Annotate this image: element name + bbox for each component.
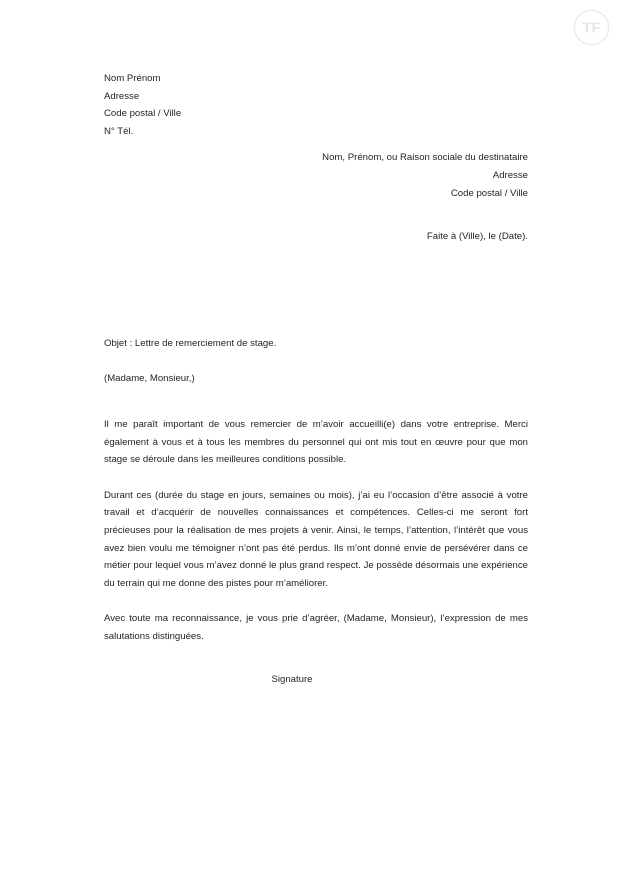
subject-line: Objet : Lettre de remerciement de stage.: [104, 337, 277, 349]
sender-street: Adresse: [104, 90, 140, 102]
body-paragraph-2: Durant ces (durée du stage en jours, semaines ou mois), j’ai eu l’occasion d’être associé à votre travail et d’acquérir de nouvelles connaissances et compétences. Celles-ci me seront fort précieuses pour la réalisation de mes projets à venir. Ainsi, le temps, l’attention, l’intérêt que vous avez bien voulu me témoigner n’ont pas été perdus. Ils m’ont donné envie de persévérer dans ce métier pour lequel vous m’avez donné le plus grand respect. Je possède désormais une expérience du terrain qui me donne des pistes pour m’améliorer.: [104, 489, 528, 589]
svg-text:TF: TF: [582, 19, 601, 37]
signature-label: Signature: [271, 674, 313, 686]
letter-body: [104, 70, 528, 689]
recipient-street: Adresse: [492, 169, 528, 181]
tf-watermark-logo: [573, 9, 610, 46]
body-paragraph-1: Il me paraît important de vous remercier de m’avoir accueilli(e) dans votre entreprise. Merci également à vous et à tous les membres du personnel qui ont mis tout en œuvre pour que mon stage se déroule dans les meilleures conditions possible.: [104, 418, 528, 466]
recipient-postal-city: Code postal / Ville: [450, 187, 528, 199]
date-line: Faite à (Ville), le (Date).: [426, 231, 528, 243]
salutation-line: (Madame, Monsieur,): [104, 373, 195, 385]
body-paragraph-3: Avec toute ma reconnaissance, je vous prie d’agréer, (Madame, Monsieur), l’expression de mes salutations distinguées.: [104, 613, 528, 642]
sender-postal-city: Code postal / Ville: [104, 108, 182, 120]
sender-name: Nom Prénom: [104, 73, 161, 84]
recipient-name: Nom, Prénom, ou Raison sociale du destinataire: [322, 152, 528, 164]
recipient-address-block: [104, 149, 528, 202]
sender-phone: N° Tél.: [104, 125, 134, 137]
sender-address-block: [104, 70, 528, 140]
